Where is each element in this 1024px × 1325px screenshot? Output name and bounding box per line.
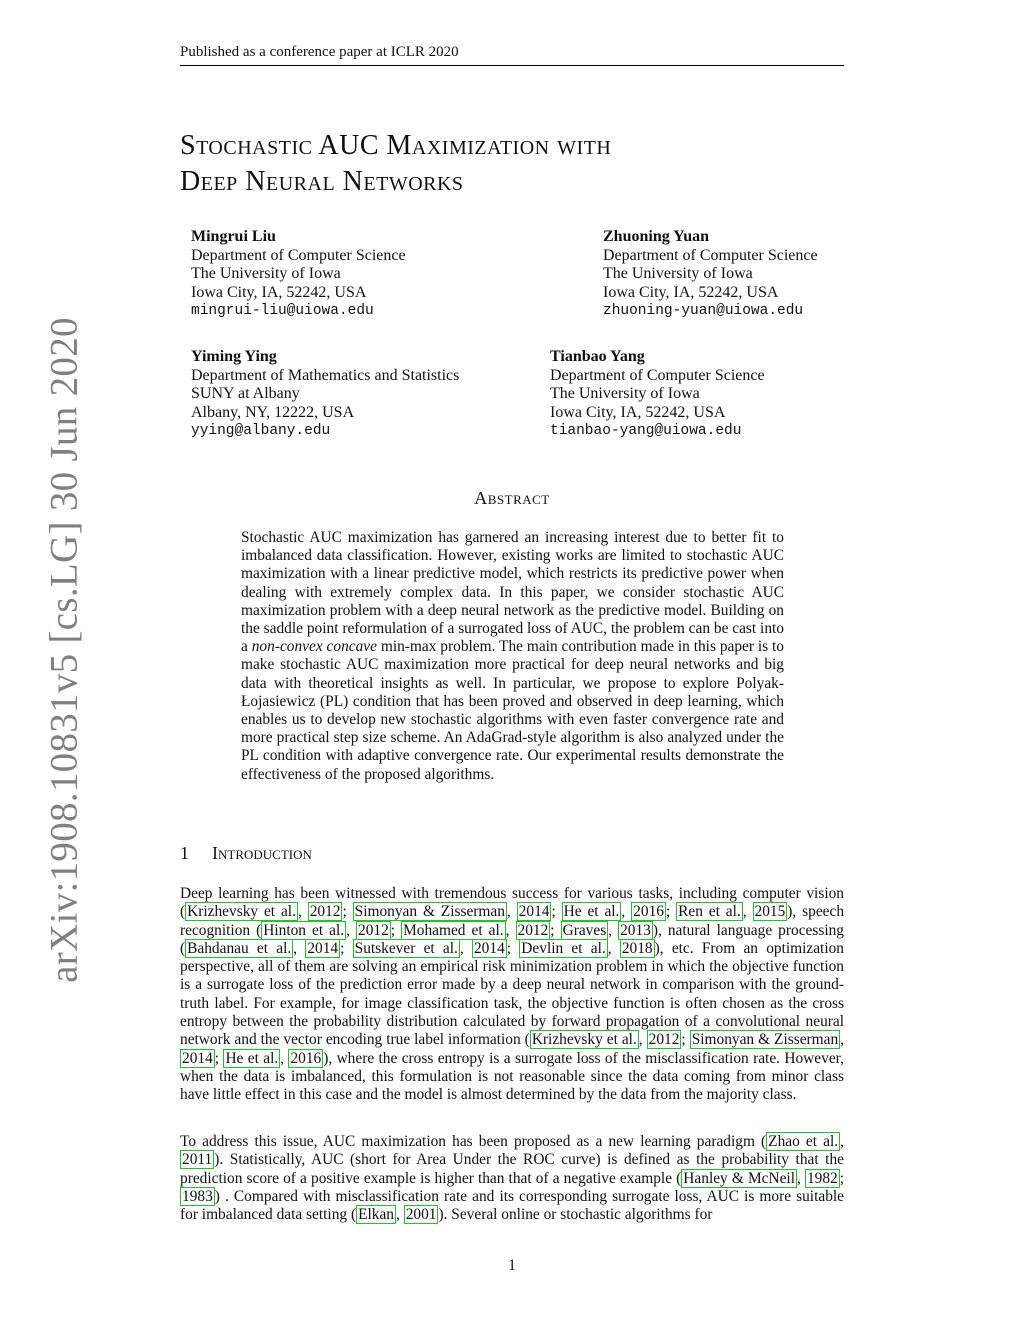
paragraph-text: ;: [551, 903, 562, 921]
paragraph-text: ), speech recognition (: [180, 903, 845, 939]
author-department: Department of Computer Science: [603, 246, 818, 264]
section-number: 1: [180, 843, 189, 863]
paragraph-text: ;: [550, 921, 561, 939]
citation-link[interactable]: 2014: [473, 939, 505, 957]
paragraph-text: ), where the cross entropy is a surrogate loss of the misclassification rate. However, when the data is imbalanced, this formulation is not reasonable since the data coming from minor class have little effect in this case and the model is almost determined by the data from the majority class.: [180, 1049, 845, 1104]
citation-link[interactable]: 1983: [182, 1187, 213, 1205]
citation-link[interactable]: Bahdanau et al.: [187, 939, 292, 957]
author-name: Zhuoning Yuan: [603, 228, 709, 245]
abstract-body: [241, 529, 784, 784]
paragraph-text: ,: [607, 939, 620, 957]
author-name: Yiming Ying: [191, 348, 277, 365]
paragraph-text: ,: [840, 1031, 845, 1049]
citation-link[interactable]: 1982: [806, 1169, 838, 1187]
citation-link[interactable]: 2012: [517, 921, 549, 939]
paragraph-text: ;: [340, 939, 353, 957]
running-header: Published as a conference paper at ICLR 2020: [180, 44, 459, 60]
paragraph-text: ;: [839, 1169, 845, 1187]
citation-link[interactable]: Simonyan & Zisserman: [691, 1031, 839, 1049]
section-title: Introduction: [212, 843, 312, 863]
citation-link[interactable]: He et al.: [563, 903, 620, 921]
citation-link[interactable]: 2001: [405, 1206, 437, 1224]
author-university: The University of Iowa: [550, 385, 700, 402]
author-email[interactable]: zhuoning-yuan@uiowa.edu: [603, 303, 804, 319]
author-university: SUNY at Albany: [191, 385, 300, 402]
citation-link[interactable]: Hinton et al.: [263, 921, 345, 939]
author-address: Albany, NY, 12222, USA: [191, 403, 355, 421]
paragraph-text: ;: [342, 903, 353, 921]
citation-link[interactable]: 2015: [754, 903, 786, 921]
section-heading: [180, 843, 312, 864]
author-email[interactable]: yying@albany.edu: [191, 423, 331, 439]
author-department: Department of Mathematics and Statistics: [191, 366, 460, 384]
citation-link[interactable]: He et al.: [225, 1049, 279, 1067]
author-block-4: [550, 348, 765, 441]
paper-title: [180, 128, 844, 200]
author-department: Department of Computer Science: [191, 246, 406, 264]
abstract-heading: Abstract: [474, 488, 550, 508]
citation-link[interactable]: 2012: [648, 1031, 680, 1049]
header-rule: [180, 65, 844, 66]
author-department: Department of Computer Science: [550, 366, 765, 384]
citation-link[interactable]: Zhao et al.: [768, 1133, 839, 1150]
paragraph-text: ,: [395, 1206, 404, 1224]
paragraph-text: ). Several online or stochastic algorithms for: [438, 1206, 713, 1224]
abstract-text-2: min-max problem. The main contribution made in this paper is to make stochastic AUC maximization more practical for deep neural networks and big data with theoretical insights as well. In particular, we propose to explore Polyak-Łojasiewicz (PL) condition that has been proved and observed in deep learning, which enables us to develop new stochastic algorithms with even faster convergence rate and more practical step size scheme. An AdaGrad-style algorithm is also analyzed under the PL condition with adaptive convergence rate. Our experimental results demonstrate the effectiveness of the proposed algorithms.: [241, 638, 784, 783]
author-email[interactable]: mingrui-liu@uiowa.edu: [191, 303, 374, 319]
paragraph-text: To address this issue, AUC maximization has been proposed as a new learning paradigm (: [180, 1133, 767, 1150]
citation-link[interactable]: Mohamed et al.: [403, 921, 504, 939]
citation-link[interactable]: Hanley & McNeil: [683, 1169, 795, 1187]
paragraph-text: ,: [638, 1031, 647, 1049]
paragraph-text: ,: [840, 1133, 844, 1150]
author-name: Mingrui Liu: [191, 228, 276, 245]
paragraph-text: ,: [346, 921, 356, 939]
citation-link[interactable]: Ren et al.: [678, 903, 741, 921]
citation-link[interactable]: Simonyan & Zisserman: [354, 903, 505, 921]
paragraph-text: ,: [796, 1169, 805, 1187]
paragraph-text: ,: [505, 921, 516, 939]
citation-link[interactable]: Graves: [562, 921, 607, 939]
citation-link[interactable]: 2012: [358, 921, 389, 939]
citation-link[interactable]: 2014: [307, 939, 339, 957]
author-block-1: [191, 228, 406, 321]
citation-link[interactable]: 2018: [621, 939, 653, 957]
citation-link[interactable]: Elkan: [358, 1206, 394, 1224]
paragraph-text: ,: [621, 903, 632, 921]
intro-paragraph-2: [180, 1133, 844, 1224]
paragraph-text: ;: [506, 939, 520, 957]
citation-link[interactable]: 2011: [182, 1151, 213, 1169]
paragraph-text: ) . Compared with misclassification rate and its corresponding surrogate loss, AUC is more suitable for imbalanced data setting (: [180, 1187, 844, 1224]
paragraph-text: ;: [390, 921, 402, 939]
author-address: Iowa City, IA, 52242, USA: [550, 403, 726, 421]
citation-link[interactable]: 2014: [518, 903, 550, 921]
page-number: 1: [508, 1257, 516, 1274]
abstract-emphasis: non-convex concave: [251, 638, 377, 656]
paragraph-text: ), natural language processing (: [180, 921, 844, 957]
author-address: Iowa City, IA, 52242, USA: [191, 283, 367, 301]
citation-link[interactable]: Krizhevsky et al.: [531, 1031, 637, 1049]
author-email[interactable]: tianbao-yang@uiowa.edu: [550, 423, 742, 439]
paragraph-text: ,: [506, 903, 517, 921]
author-address: Iowa City, IA, 52242, USA: [603, 283, 779, 301]
paragraph-text: ;: [665, 903, 677, 921]
paragraph-text: ;: [214, 1049, 224, 1067]
paragraph-text: ,: [459, 939, 472, 957]
author-name: Tianbao Yang: [550, 348, 645, 365]
paragraph-text: ,: [280, 1049, 289, 1067]
author-block-2: [603, 228, 818, 321]
abstract-text-1: Stochastic AUC maximization has garnered an increasing interest due to better fit to imbalanced data classification. However, existing works are limited to stochastic AUC maximization with a linear predictive model, which restricts its predictive power when dealing with extremely complex data. In this paper, we consider stochastic AUC maximization problem with a deep neural network as the predictive model. Building on the saddle point reformulation of a surrogated loss of AUC, the problem can be cast into a: [241, 529, 784, 656]
paragraph-text: ,: [608, 921, 619, 939]
citation-link[interactable]: Krizhevsky et al.: [187, 903, 296, 921]
paper-title-line-2: Deep Neural Networks: [180, 166, 464, 197]
citation-link[interactable]: Sutskever et al.: [354, 939, 458, 957]
author-block-3: [191, 348, 459, 441]
author-university: The University of Iowa: [191, 265, 341, 282]
citation-link[interactable]: 2016: [633, 903, 664, 921]
paragraph-text: ). Statistically, AUC (short for Area Under the ROC curve) is defined as the probability that the prediction score of a positive example is higher than that of a negative example (: [180, 1151, 844, 1187]
citation-link[interactable]: Devlin et al.: [521, 939, 606, 957]
arxiv-stamp: arXiv:1908.10831v5 [cs.LG] 30 Jun 2020: [42, 317, 86, 983]
paragraph-text: ,: [293, 939, 306, 957]
paragraph-text: ,: [297, 903, 308, 921]
citation-link[interactable]: 2014: [182, 1049, 213, 1067]
paper-title-line-1: Stochastic AUC Maximization with: [180, 130, 612, 161]
paragraph-text: ,: [742, 903, 753, 921]
intro-paragraph-1: [180, 885, 844, 1105]
citation-link[interactable]: 2013: [620, 921, 651, 939]
citation-link[interactable]: 2012: [309, 903, 341, 921]
citation-link[interactable]: 2016: [290, 1049, 322, 1067]
paragraph-text: ;: [681, 1031, 690, 1049]
author-university: The University of Iowa: [603, 265, 753, 282]
paragraph-text: ), etc. From an optimization perspective, all of them are solving an empirical risk minimization problem in which the objective function is a surrogate loss of the prediction error made by a deep neural network in comparison with the ground-truth label. For example, for image classification task, the objective function is often chosen as the cross entropy between the probability distribution calculated by forward propagation of a convolutional neural network and the vector encoding true label information (: [180, 939, 845, 1049]
paragraph-text: Deep learning has been witnessed with tremendous success for various tasks, including computer vision (: [180, 885, 844, 921]
